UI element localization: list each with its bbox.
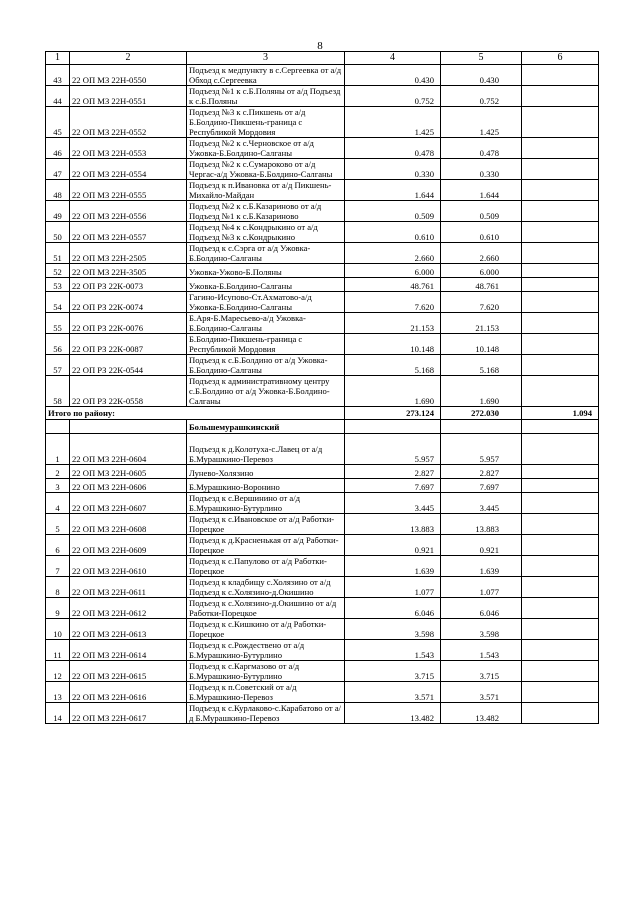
- road-name: Б.Болдино-Пикшень-граница с Республикой Мордовия: [187, 334, 345, 355]
- road-code: 22 ОП МЗ 22Н-0608: [70, 514, 187, 535]
- header-row: [46, 52, 599, 65]
- row-number: 50: [46, 222, 70, 243]
- table-row: [46, 65, 599, 86]
- table-row: [46, 682, 599, 703]
- table-row: [46, 86, 599, 107]
- roads-table: [45, 51, 599, 724]
- road-code: 22 ОП МЗ 22Н-0616: [70, 682, 187, 703]
- row-number: 57: [46, 355, 70, 376]
- table-row: [46, 180, 599, 201]
- length-other: [522, 619, 599, 640]
- row-number: 48: [46, 180, 70, 201]
- length-total: 13.482: [345, 703, 441, 724]
- table-row: [46, 703, 599, 724]
- row-number: 11: [46, 640, 70, 661]
- total-row: [46, 407, 599, 420]
- length-paved: 3.598: [441, 619, 522, 640]
- road-name: Подъезд к п.Ивановка от а/д Пикшень-Михайло-Майдан: [187, 180, 345, 201]
- road-code: 22 ОП МЗ 22Н-0606: [70, 479, 187, 493]
- road-code: 22 ОП МЗ 22Н-0605: [70, 465, 187, 479]
- row-number: 44: [46, 86, 70, 107]
- road-name: Гагино-Исупово-Ст.Ахматово-а/д Ужовка-Б.Болдино-Салганы: [187, 292, 345, 313]
- length-total: 1.690: [345, 376, 441, 407]
- table-row: [46, 577, 599, 598]
- length-total: 0.610: [345, 222, 441, 243]
- road-name: Б.Аря-Б.Маресьево-а/д Ужовка-Б.Болдино-Салганы: [187, 313, 345, 334]
- length-total: 0.430: [345, 65, 441, 86]
- length-paved: 6.000: [441, 264, 522, 278]
- row-number: 13: [46, 682, 70, 703]
- road-name: Подъезд к с.Каргмазово от а/д Б.Мурашкино-Бутурлино: [187, 661, 345, 682]
- length-paved: 2.827: [441, 465, 522, 479]
- length-paved: 13.883: [441, 514, 522, 535]
- section-row: [46, 420, 599, 434]
- empty-cell: [345, 420, 441, 434]
- length-other: [522, 65, 599, 86]
- length-other: [522, 376, 599, 407]
- road-name: Лунево-Холязино: [187, 465, 345, 479]
- length-paved: 5.168: [441, 355, 522, 376]
- table-row: [46, 243, 599, 264]
- row-number: 49: [46, 201, 70, 222]
- length-other: [522, 703, 599, 724]
- empty-cell: [46, 420, 70, 434]
- length-total: 0.752: [345, 86, 441, 107]
- row-number: 5: [46, 514, 70, 535]
- total-label: Итого по району:: [46, 407, 345, 420]
- length-other: [522, 434, 599, 465]
- length-paved: 3.715: [441, 661, 522, 682]
- road-name: Подъезд к д.Колотуха-с.Лавец от а/д Б.Мурашкино-Перевоз: [187, 434, 345, 465]
- road-code: 22 ОП МЗ 22Н-0610: [70, 556, 187, 577]
- length-total: 5.957: [345, 434, 441, 465]
- length-total: 3.598: [345, 619, 441, 640]
- total-length: 273.124: [345, 407, 441, 420]
- length-other: [522, 640, 599, 661]
- length-total: 2.827: [345, 465, 441, 479]
- road-name: Ужовка-Ужово-Б.Поляны: [187, 264, 345, 278]
- length-total: 0.478: [345, 138, 441, 159]
- road-code: 22 ОП РЗ 22К-0544: [70, 355, 187, 376]
- table-row: [46, 479, 599, 493]
- table-row: [46, 619, 599, 640]
- length-paved: 1.077: [441, 577, 522, 598]
- length-other: [522, 479, 599, 493]
- header-cell: 2: [70, 52, 187, 65]
- page-number: 8: [317, 40, 323, 52]
- length-total: 6.000: [345, 264, 441, 278]
- length-total: 1.639: [345, 556, 441, 577]
- length-total: 5.168: [345, 355, 441, 376]
- length-paved: 0.610: [441, 222, 522, 243]
- header-cell: 4: [345, 52, 441, 65]
- length-other: [522, 292, 599, 313]
- road-code: 22 ОП МЗ 22Н-0611: [70, 577, 187, 598]
- length-other: [522, 556, 599, 577]
- length-paved: 10.148: [441, 334, 522, 355]
- length-paved: 1.644: [441, 180, 522, 201]
- road-code: 22 ОП МЗ 22Н-0550: [70, 65, 187, 86]
- road-code: 22 ОП МЗ 22Н-0614: [70, 640, 187, 661]
- length-total: 2.660: [345, 243, 441, 264]
- length-other: [522, 493, 599, 514]
- length-paved: 1.425: [441, 107, 522, 138]
- road-name: Подъезд к с.Кишкино от а/д Работки-Порецкое: [187, 619, 345, 640]
- row-number: 1: [46, 434, 70, 465]
- row-number: 58: [46, 376, 70, 407]
- road-name: Подъезд №4 к с.Кондрыкино от а/д Подъезд №3 к с.Кондрыкино: [187, 222, 345, 243]
- road-name: Подъезд к с.Папулово от а/д Работки-Порецкое: [187, 556, 345, 577]
- length-other: [522, 535, 599, 556]
- length-paved: 2.660: [441, 243, 522, 264]
- road-name: Подъезд к с.Холязино-д.Окишино от а/д Работки-Порецкое: [187, 598, 345, 619]
- table-row: [46, 598, 599, 619]
- length-total: 1.644: [345, 180, 441, 201]
- road-code: 22 ОП МЗ 22Н-0615: [70, 661, 187, 682]
- road-name: Ужовка-Б.Болдино-Салганы: [187, 278, 345, 292]
- length-total: 21.153: [345, 313, 441, 334]
- road-name: Подъезд к с.Ивановское от а/д Работки-Порецкое: [187, 514, 345, 535]
- road-name: Подъезд к кладбищу с.Холязино от а/д Подъезд к с.Холязино-д.Окишино: [187, 577, 345, 598]
- length-paved: 7.620: [441, 292, 522, 313]
- length-paved: 48.761: [441, 278, 522, 292]
- empty-cell: [441, 420, 522, 434]
- table-row: [46, 465, 599, 479]
- road-code: 22 ОП МЗ 22Н-0553: [70, 138, 187, 159]
- length-total: 3.715: [345, 661, 441, 682]
- table-row: [46, 514, 599, 535]
- road-name: Подъезд к медпункту в с.Сергеевка от а/д Обход с.Сергеевка: [187, 65, 345, 86]
- road-name: Подъезд №3 к с.Пикшень от а/д Б.Болдино-Пикшень-граница с Республикой Мордовия: [187, 107, 345, 138]
- length-paved: 0.478: [441, 138, 522, 159]
- row-number: 4: [46, 493, 70, 514]
- road-code: 22 ОП РЗ 22К-0558: [70, 376, 187, 407]
- road-code: 22 ОП МЗ 22Н-0613: [70, 619, 187, 640]
- table-row: [46, 107, 599, 138]
- row-number: 45: [46, 107, 70, 138]
- road-name: Подъезд №2 к с.Сумароково от а/д Чергас-а/д Ужовка-Б.Болдино-Салганы: [187, 159, 345, 180]
- length-other: [522, 264, 599, 278]
- table-row: [46, 434, 599, 465]
- length-paved: 13.482: [441, 703, 522, 724]
- table-row: [46, 355, 599, 376]
- road-code: 22 ОП МЗ 22Н-0556: [70, 201, 187, 222]
- road-name: Подъезд №2 к с.Б.Казариново от а/д Подъезд №1 к с.Б.Казариново: [187, 201, 345, 222]
- length-paved: 3.571: [441, 682, 522, 703]
- length-paved: 21.153: [441, 313, 522, 334]
- length-total: 1.543: [345, 640, 441, 661]
- total-paved: 272.030: [441, 407, 522, 420]
- row-number: 6: [46, 535, 70, 556]
- length-total: 0.330: [345, 159, 441, 180]
- header-cell: 3: [187, 52, 345, 65]
- length-paved: 7.697: [441, 479, 522, 493]
- row-number: 53: [46, 278, 70, 292]
- row-number: 54: [46, 292, 70, 313]
- road-code: 22 ОП РЗ 22К-0073: [70, 278, 187, 292]
- length-paved: 3.445: [441, 493, 522, 514]
- table-row: [46, 138, 599, 159]
- length-total: 48.761: [345, 278, 441, 292]
- length-other: [522, 313, 599, 334]
- road-code: 22 ОП МЗ 22Н-3505: [70, 264, 187, 278]
- road-name: Подъезд к с.Вершинино от а/д Б.Мурашкино-Бутурлино: [187, 493, 345, 514]
- road-code: 22 ОП МЗ 22Н-0557: [70, 222, 187, 243]
- length-other: [522, 201, 599, 222]
- length-other: [522, 577, 599, 598]
- length-other: [522, 598, 599, 619]
- length-paved: 1.639: [441, 556, 522, 577]
- row-number: 9: [46, 598, 70, 619]
- length-total: 3.571: [345, 682, 441, 703]
- row-number: 2: [46, 465, 70, 479]
- table-row: [46, 661, 599, 682]
- length-other: [522, 465, 599, 479]
- row-number: 12: [46, 661, 70, 682]
- row-number: 3: [46, 479, 70, 493]
- length-total: 1.077: [345, 577, 441, 598]
- road-name: Подъезд к с.Сэрга от а/д Ужовка-Б.Болдино-Салганы: [187, 243, 345, 264]
- row-number: 43: [46, 65, 70, 86]
- length-paved: 6.046: [441, 598, 522, 619]
- road-name: Подъезд к с.Курлаково-с.Карабатово от а/д Б.Мурашкино-Перевоз: [187, 703, 345, 724]
- road-code: 22 ОП МЗ 22Н-2505: [70, 243, 187, 264]
- road-code: 22 ОП МЗ 22Н-0554: [70, 159, 187, 180]
- road-name: Подъезд №1 к с.Б.Поляны от а/д Подъезд к с.Б.Поляны: [187, 86, 345, 107]
- road-code: 22 ОП РЗ 22К-0087: [70, 334, 187, 355]
- length-paved: 0.509: [441, 201, 522, 222]
- length-other: [522, 222, 599, 243]
- table-row: [46, 313, 599, 334]
- length-total: 6.046: [345, 598, 441, 619]
- road-code: 22 ОП МЗ 22Н-0604: [70, 434, 187, 465]
- length-total: 3.445: [345, 493, 441, 514]
- road-code: 22 ОП МЗ 22Н-0552: [70, 107, 187, 138]
- row-number: 51: [46, 243, 70, 264]
- row-number: 52: [46, 264, 70, 278]
- table-row: [46, 334, 599, 355]
- length-other: [522, 159, 599, 180]
- length-paved: 1.690: [441, 376, 522, 407]
- length-paved: 5.957: [441, 434, 522, 465]
- road-name: Подъезд к п.Советский от а/д Б.Мурашкино-Перевоз: [187, 682, 345, 703]
- empty-cell: [522, 420, 599, 434]
- length-other: [522, 107, 599, 138]
- length-total: 0.509: [345, 201, 441, 222]
- header-cell: 6: [522, 52, 599, 65]
- length-paved: 0.921: [441, 535, 522, 556]
- length-paved: 0.752: [441, 86, 522, 107]
- row-number: 7: [46, 556, 70, 577]
- road-name: Подъезд к д.Красненькая от а/д Работки-Порецкое: [187, 535, 345, 556]
- road-name: Подъезд к с.Б.Болдино от а/д Ужовка-Б.Болдино-Салганы: [187, 355, 345, 376]
- row-number: 55: [46, 313, 70, 334]
- length-total: 1.425: [345, 107, 441, 138]
- length-paved: 1.543: [441, 640, 522, 661]
- length-other: [522, 355, 599, 376]
- length-other: [522, 180, 599, 201]
- row-number: 56: [46, 334, 70, 355]
- length-other: [522, 682, 599, 703]
- empty-cell: [70, 420, 187, 434]
- road-code: 22 ОП МЗ 22Н-0612: [70, 598, 187, 619]
- length-other: [522, 514, 599, 535]
- length-total: 10.148: [345, 334, 441, 355]
- length-other: [522, 86, 599, 107]
- road-code: 22 ОП МЗ 22Н-0555: [70, 180, 187, 201]
- length-total: 7.620: [345, 292, 441, 313]
- length-total: 7.697: [345, 479, 441, 493]
- road-code: 22 ОП РЗ 22К-0074: [70, 292, 187, 313]
- road-code: 22 ОП МЗ 22Н-0609: [70, 535, 187, 556]
- length-other: [522, 334, 599, 355]
- road-name: Подъезд №2 к с.Черновское от а/д Ужовка-Б.Болдино-Салганы: [187, 138, 345, 159]
- road-code: 22 ОП РЗ 22К-0076: [70, 313, 187, 334]
- table-row: [46, 292, 599, 313]
- length-total: 0.921: [345, 535, 441, 556]
- table-row: [46, 535, 599, 556]
- header-cell: 1: [46, 52, 70, 65]
- table-row: [46, 556, 599, 577]
- row-number: 10: [46, 619, 70, 640]
- row-number: 8: [46, 577, 70, 598]
- length-other: [522, 278, 599, 292]
- length-other: [522, 661, 599, 682]
- row-number: 14: [46, 703, 70, 724]
- length-paved: 0.330: [441, 159, 522, 180]
- table-row: [46, 493, 599, 514]
- road-name: Б.Мурашкино-Воронино: [187, 479, 345, 493]
- road-code: 22 ОП МЗ 22Н-0617: [70, 703, 187, 724]
- length-paved: 0.430: [441, 65, 522, 86]
- road-name: Подъезд к с.Рождествено от а/д Б.Мурашкино-Бутурлино: [187, 640, 345, 661]
- road-code: 22 ОП МЗ 22Н-0551: [70, 86, 187, 107]
- total-other: 1.094: [522, 407, 599, 420]
- length-other: [522, 138, 599, 159]
- section-title: Большемурашкинский: [187, 420, 345, 434]
- table-row: [46, 159, 599, 180]
- table-row: [46, 264, 599, 278]
- table-row: [46, 640, 599, 661]
- road-name: Подъезд к административному центру с.Б.Болдино от а/д Ужовка-Б.Болдино-Салганы: [187, 376, 345, 407]
- row-number: 47: [46, 159, 70, 180]
- length-total: 13.883: [345, 514, 441, 535]
- length-other: [522, 243, 599, 264]
- table-row: [46, 201, 599, 222]
- road-code: 22 ОП МЗ 22Н-0607: [70, 493, 187, 514]
- table-row: [46, 376, 599, 407]
- header-cell: 5: [441, 52, 522, 65]
- table-row: [46, 222, 599, 243]
- row-number: 46: [46, 138, 70, 159]
- table-row: [46, 278, 599, 292]
